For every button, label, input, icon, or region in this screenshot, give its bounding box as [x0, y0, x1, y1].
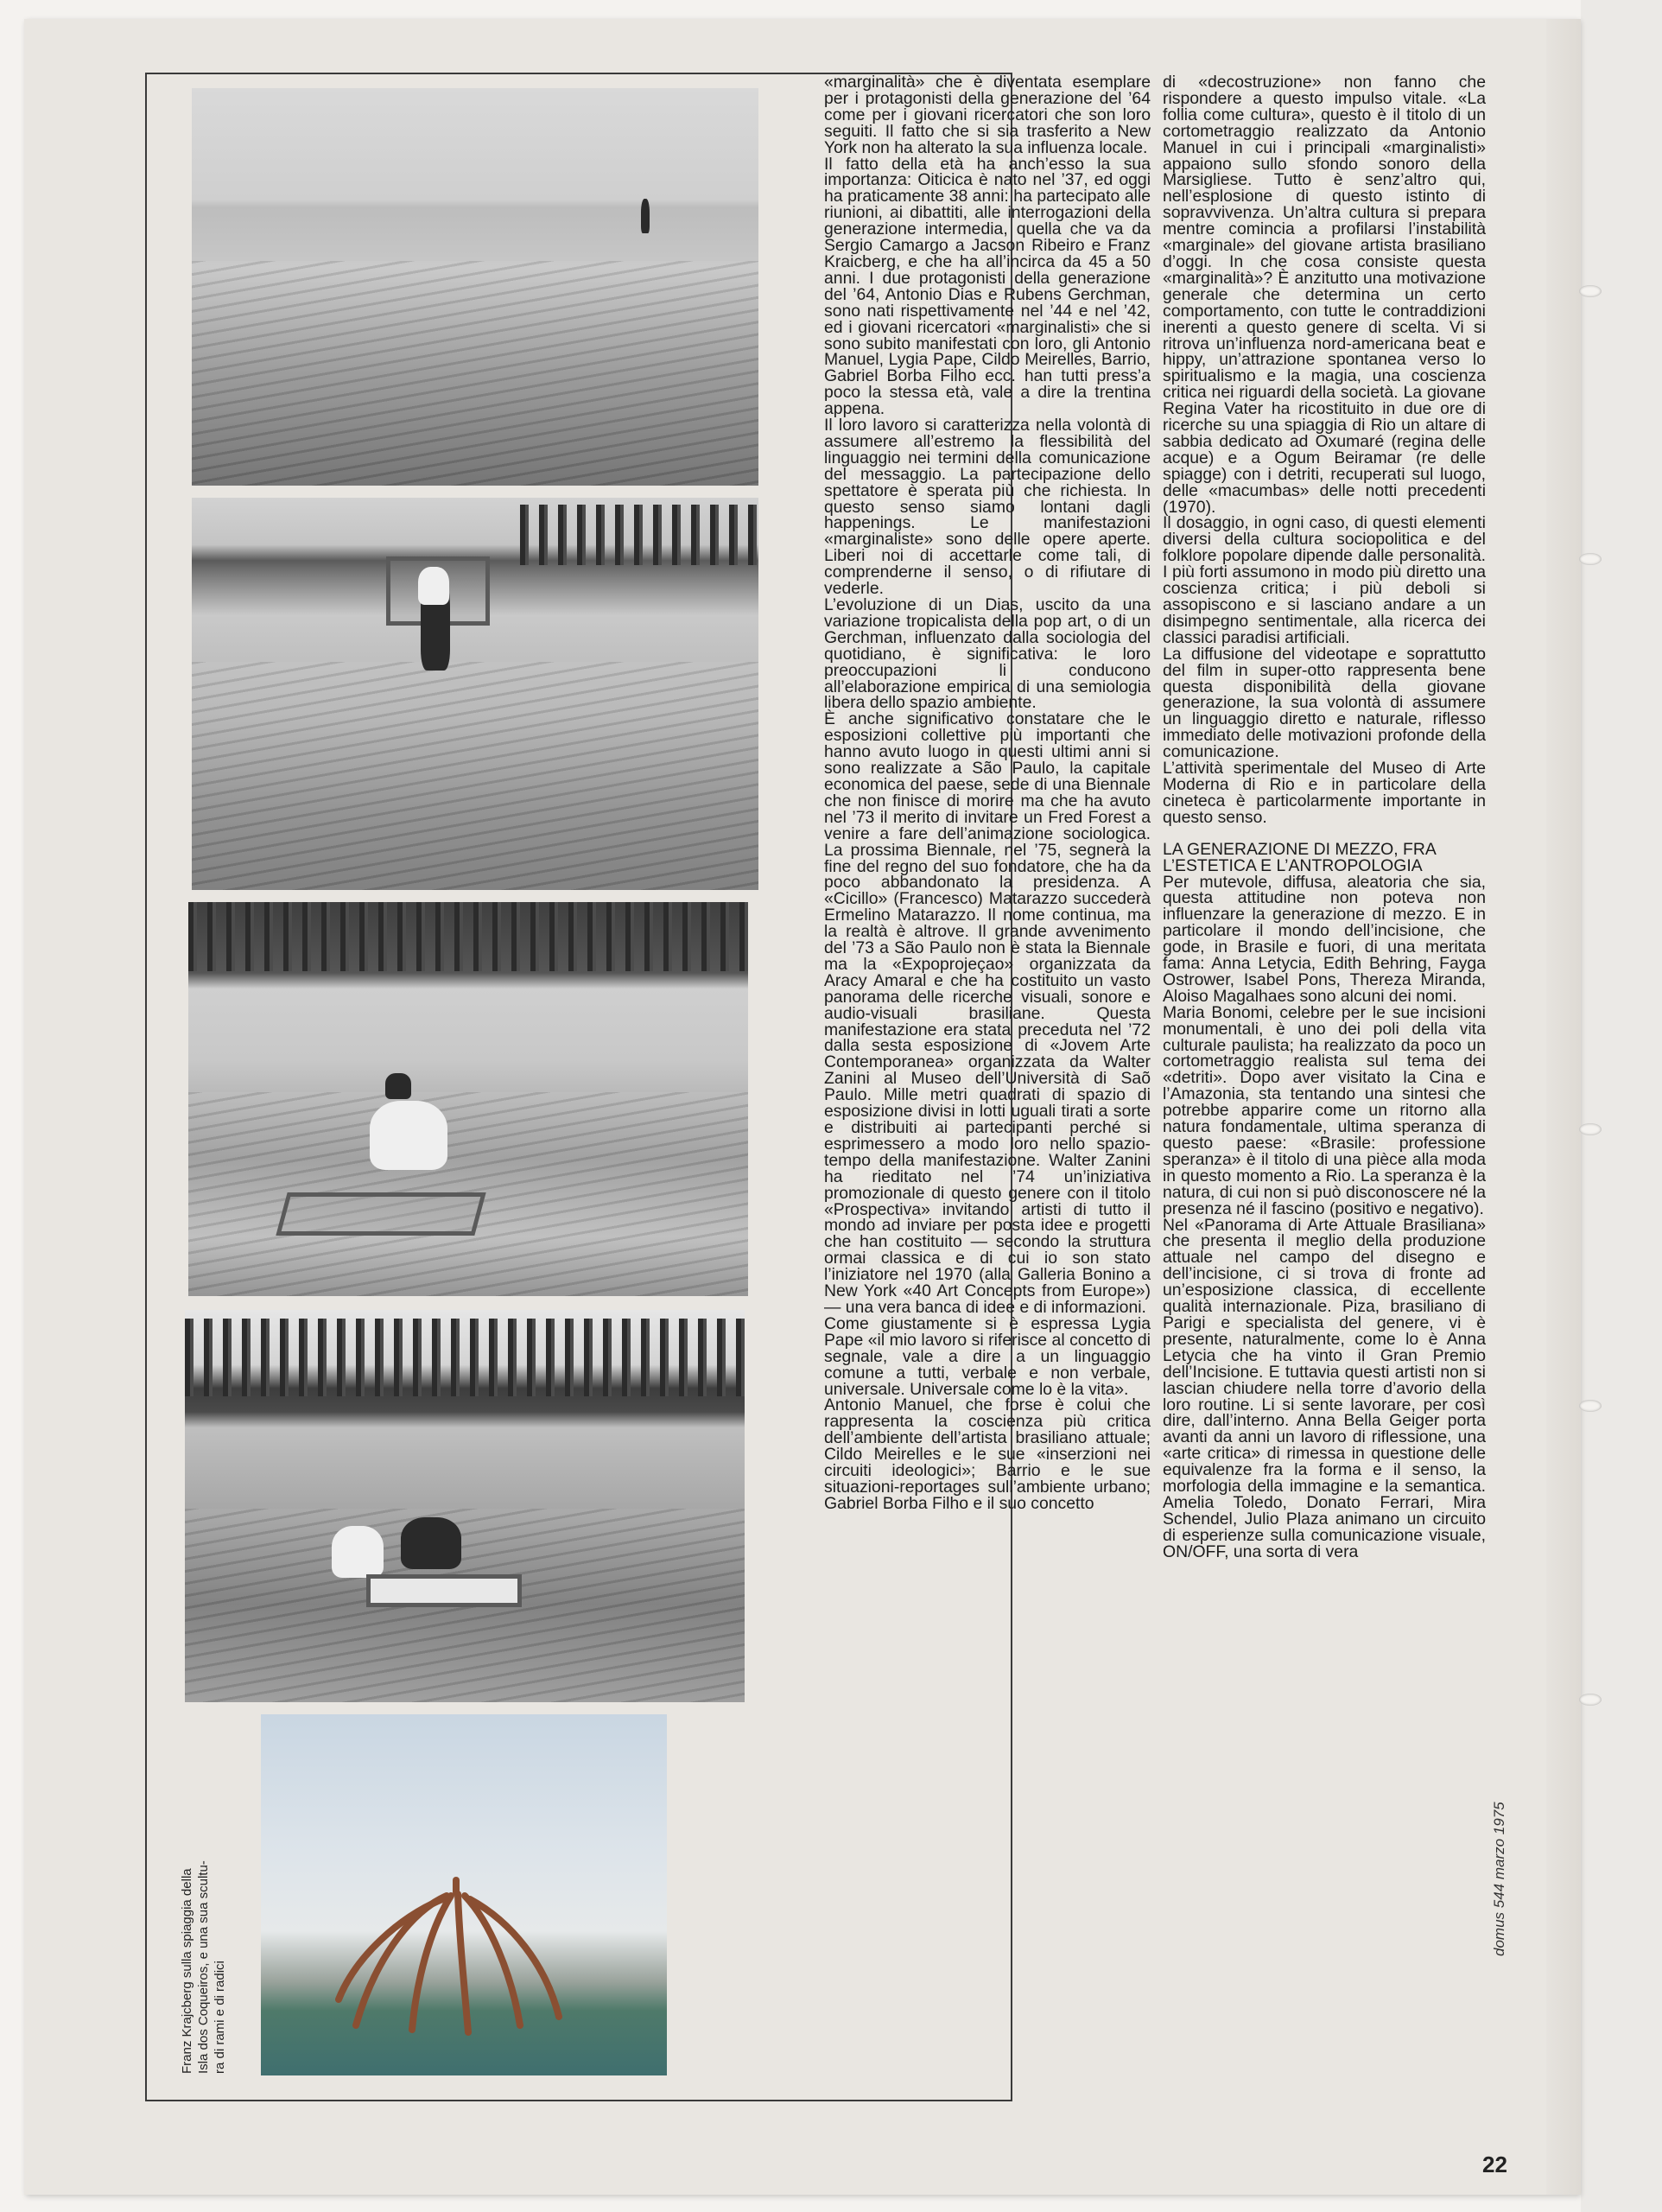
paragraph: L’evoluzione di un Dias, uscito da una variazione tropicalista della pop art, o di un Gerchman, influenzato dalla sociologia del quotidiano, è significativa: le loro preoccupazioni li conducono all’elaborazione empirica di una semiologia libera dello spazio ambiente. — [824, 595, 1151, 713]
issue-note: domus 544 marzo 1975 — [1491, 1802, 1507, 1956]
section-heading-line-2: L’ESTETICA E L’ANTROPOLOGIA — [1163, 855, 1423, 875]
photo-two-men-canvas — [185, 1310, 745, 1702]
paragraph: Per mutevole, diffusa, aleatoria che sia, questa attitudine non poteva non influenzare la generazione di mezzo. E in particolare il mondo dell’incisione, che gode, in Brasile e fuori, di una meritata fama: Anna Letycia, Edith Behring, Fayga Ostrower, Isabel Pons, Thereza Miranda, Aloiso Magalhaes sono alcuni dei nomi. — [1163, 872, 1486, 1006]
photo-caption: Franz Krajcberg sulla spiaggia della Isla dos Coqueiros, e una sua scultu- ra di rami e di radici — [180, 1860, 227, 2074]
paragraph: È anche significativo constatare che le esposizioni collettive più importanti che hanno avuto luogo in questi ultimi anni si sono realizzate a São Paulo, la capitale economica del paese, sede di una Biennale che non finisce di morire ma che ha avuto nel ’73 il merito di invitare un Fred Forest a venire a fare dell’animazione sociologica. La prossima Biennale, nel ’75, segnerà la fine del regno del suo fondatore, che ha da poco abbandonato la presidenza. A «Cicillo» (Francesco) Matarazzo succederà Ermelino Matarazzo. Il nome continua, ma la realtà è altrove. Il grande avvenimento del ’73 a São Paulo non è stata la Biennale ma la «Expoprojeçao» organizzata da Aracy Amaral e che ha costituito un vasto panorama delle ricerche visuali, sonore e audio-visuali brasiliane. Questa manifestazione era stata preceduta nel ’72 dalla sesta esposizione di «Jovem Arte Contemporanea» organizzata da Walter Zanini al Museo dell’Università di Saõ Paulo. Mille metri quadrati di spazio di esposizione divisi in lotti uguali tirati a sorte e distribuiti ai partecipanti perché si esprimessero a modo loro nello spazio-tempo della manifestazione. Walter Zanini ha rieditato nel ’74 un’iniziativa promozionale di questo genere con il titolo «Prospectiva» invitando artisti di tutto il mondo ad inviare per posta idee e progetti che han costituito — secondo la struttura ormai classica e di cui io son stato l’iniziatore nel 1970 (alla Galleria Bonino a New York «40 Art Concepts from Europe») — una vera banca di idee e di informazioni. — [824, 709, 1151, 1317]
binding-hole — [1579, 1694, 1602, 1706]
paragraph: Come giustamente si è espressa Lygia Pape «il mio lavoro si riferisce al concetto di segnale, vale a dire a un linguaggio comune a tutti, verbale e non verbale, universale. Universale come lo è la vita». — [824, 1313, 1151, 1399]
binding-hole — [1579, 285, 1602, 297]
paragraph: La diffusione del videotape e soprattutto del film in super-otto rappresenta bene questa disponibilità della giovane generazione, la sua volontà di assumere un linguaggio diretto e naturale, riflesso immediato delle motivazioni profonde della comunicazione. — [1163, 644, 1486, 762]
paragraph: Il loro lavoro si caratterizza nella volontà di assumere all’estremo la flessibilità del linguaggio nei termini della comunicazione del messaggio. La partecipazione dello spettatore è sperata più che richiesta. In questo senso siamo lontani dagli happenings. Le manifestazioni «marginaliste» sono delle opere aperte. Liberi noi di accettarle come tali, di comprenderne il senso, o di rifiutare di vederle. — [824, 416, 1151, 599]
text-column-1 — [824, 74, 1151, 1512]
paragraph: di «decostruzione» non fanno che rispondere a questo impulso vitale. «La follia come cultura», questo è il titolo di un cortometraggio realizzato da Antonio Manuel in cui i principali «marginalisti» appaiono sullo sfondo sonoro della Marsigliese. Tutto è senz’altro qui, nell’esplosione di questo istinto di sopravvivenza. Un’altra cultura si prepara mentre comincia a profilarsi l’instabilità «marginale» del giovane artista brasiliano d’oggi. In che cosa consiste questa «marginalità»? È anzitutto una motivazione generale che determina un certo comportamento, con tutte le contraddizioni inerenti a questo genere di scelta. Vi si ritrova un’influenza nord-americana beat e hippy, un’attrazione spontanea verso lo spiritualismo e la magia, una coscienza critica nei riguardi della società. La giovane Regina Vater ha ricostituito in due ore di ricerche su una spiaggia di Rio un altare di sabbia dedicato ad Oxumaré (regina delle acque) e a Ogum Beiramar (re delle spiagge) con i detriti, recuperati sul luogo, delle «macumbas» delle notti precedenti (1970). — [1163, 73, 1486, 517]
paragraph: Antonio Manuel, che forse è colui che rappresenta la coscienza più critica dell’ambiente dell’artista brasiliano attuale; Cildo Meirelles e le sue «inserzioni nei circuiti ideologici»; Barrio e le sue situazioni-reportages sull’ambiente urbano; Gabriel Borba Filho e il suo concetto — [824, 1395, 1151, 1513]
page-edge — [1546, 19, 1581, 2195]
photo-man-kneeling-frame — [188, 902, 748, 1296]
photo-man-with-frame — [192, 498, 758, 890]
binding-hole — [1579, 553, 1602, 565]
binding-hole — [1579, 1123, 1602, 1135]
backing-paper — [1581, 0, 1662, 2212]
page-number: 22 — [1482, 2152, 1507, 2177]
paragraph: L’attività sperimentale del Museo di Arte Moderna di Rio e in particolare della cineteca è particolarmente importante in questo senso. — [1163, 759, 1486, 827]
paragraph: Maria Bonomi, celebre per le sue incisioni monumentali, è uno dei poli della vita culturale paulista; ha realizzato da poco un cortometraggio realista sul tema dei «detriti». Dopo aver visitato la Cina e l’Amazonia, sta tentando una sintesi che potrebbe apparire come un ritorno alla natura fondamentale, ultima speranza di questo paese: «Brasile: professione speranza» è il titolo di una pièce alla moda in questo momento a Rio. La speranza è la natura, di cui non si può disconoscere né la presenza né il fascino (positivo e negativo). — [1163, 1002, 1486, 1218]
text-column-2 — [1163, 74, 1486, 1560]
section-heading-line-1: LA GENERAZIONE DI MEZZO, FRA — [1163, 839, 1437, 859]
photo-root-sculpture — [261, 1714, 667, 2075]
paragraph: Il fatto della età ha anch’esso la sua importanza: Oiticica è nato nel ’37, ed oggi ha praticamente 38 anni: ha partecipato alle riunioni, ai dibattiti, alle interrogazioni della generazione intermedia, quella che va da Sergio Camargo a Jacson Ribeiro e Franz Kraicberg, e che ha all’incirca da 45 a 50 anni. I due protagonisti della generazione del ’64, Antonio Dias e Rubens Gerchman, sono nati rispettivamente nel ’44 e nel ’42, ed i giovani ricercatori «marginalisti» che si sono subito manifestati con loro, gli Antonio Manuel, Lygia Pape, Cildo Meirelles, Barrio, Gabriel Borba Filho ecc. han tutti press’a poco la stessa età, vale a dire la trentina appena. — [824, 154, 1151, 419]
binding-hole — [1579, 1400, 1602, 1412]
paragraph: Nel «Panorama di Arte Attuale Brasiliana» che presenta il meglio della produzione attuale nel campo del disegno e dell’incisione, ci si trova di fronte ad un’esposizione classica, di eccellente qualità internazionale. Piza, brasiliano di Parigi e specialista del genere, vi è presente, naturalmente, come lo è Anna Letycia che ha vinto il Gran Premio dell’Incisione. E tuttavia questi artisti non si lascian chiudere nella torre d’avorio della loro routine. Li si sente lavorare, per così dire, dall’interno. Anna Bella Geiger porta avanti da anni un lavoro di riflessione, una «arte critica» di rimessa in questione delle equivalenze fra la forma e il senso, la morfologia della immagine e la semantica. Amelia Toledo, Donato Ferrari, Mira Schendel, Julio Plaza animano un circuito di esperienze sulla comunicazione visuale, ON/OFF, una sorta di vera — [1163, 1215, 1486, 1561]
photo-beach-figure — [192, 88, 758, 486]
paragraph: Il dosaggio, in ogni caso, di questi elementi diversi della cultura sociopolitica e del folklore popolare dipende dalle personalità. I più forti assumono in modo più diretto una coscienza critica; i più deboli si assopiscono e si lasciano andare a un disimpegno sentimentale, alla ricerca dei classici paradisi artificiali. — [1163, 513, 1486, 647]
paragraph: «marginalità» che è diventata esemplare per i protagonisti della generazione del ’64 come per i giovani ricercatori che son loro seguiti. Il fatto che si sia trasferito a New York non ha alterato la sua influenza locale. — [824, 73, 1151, 157]
